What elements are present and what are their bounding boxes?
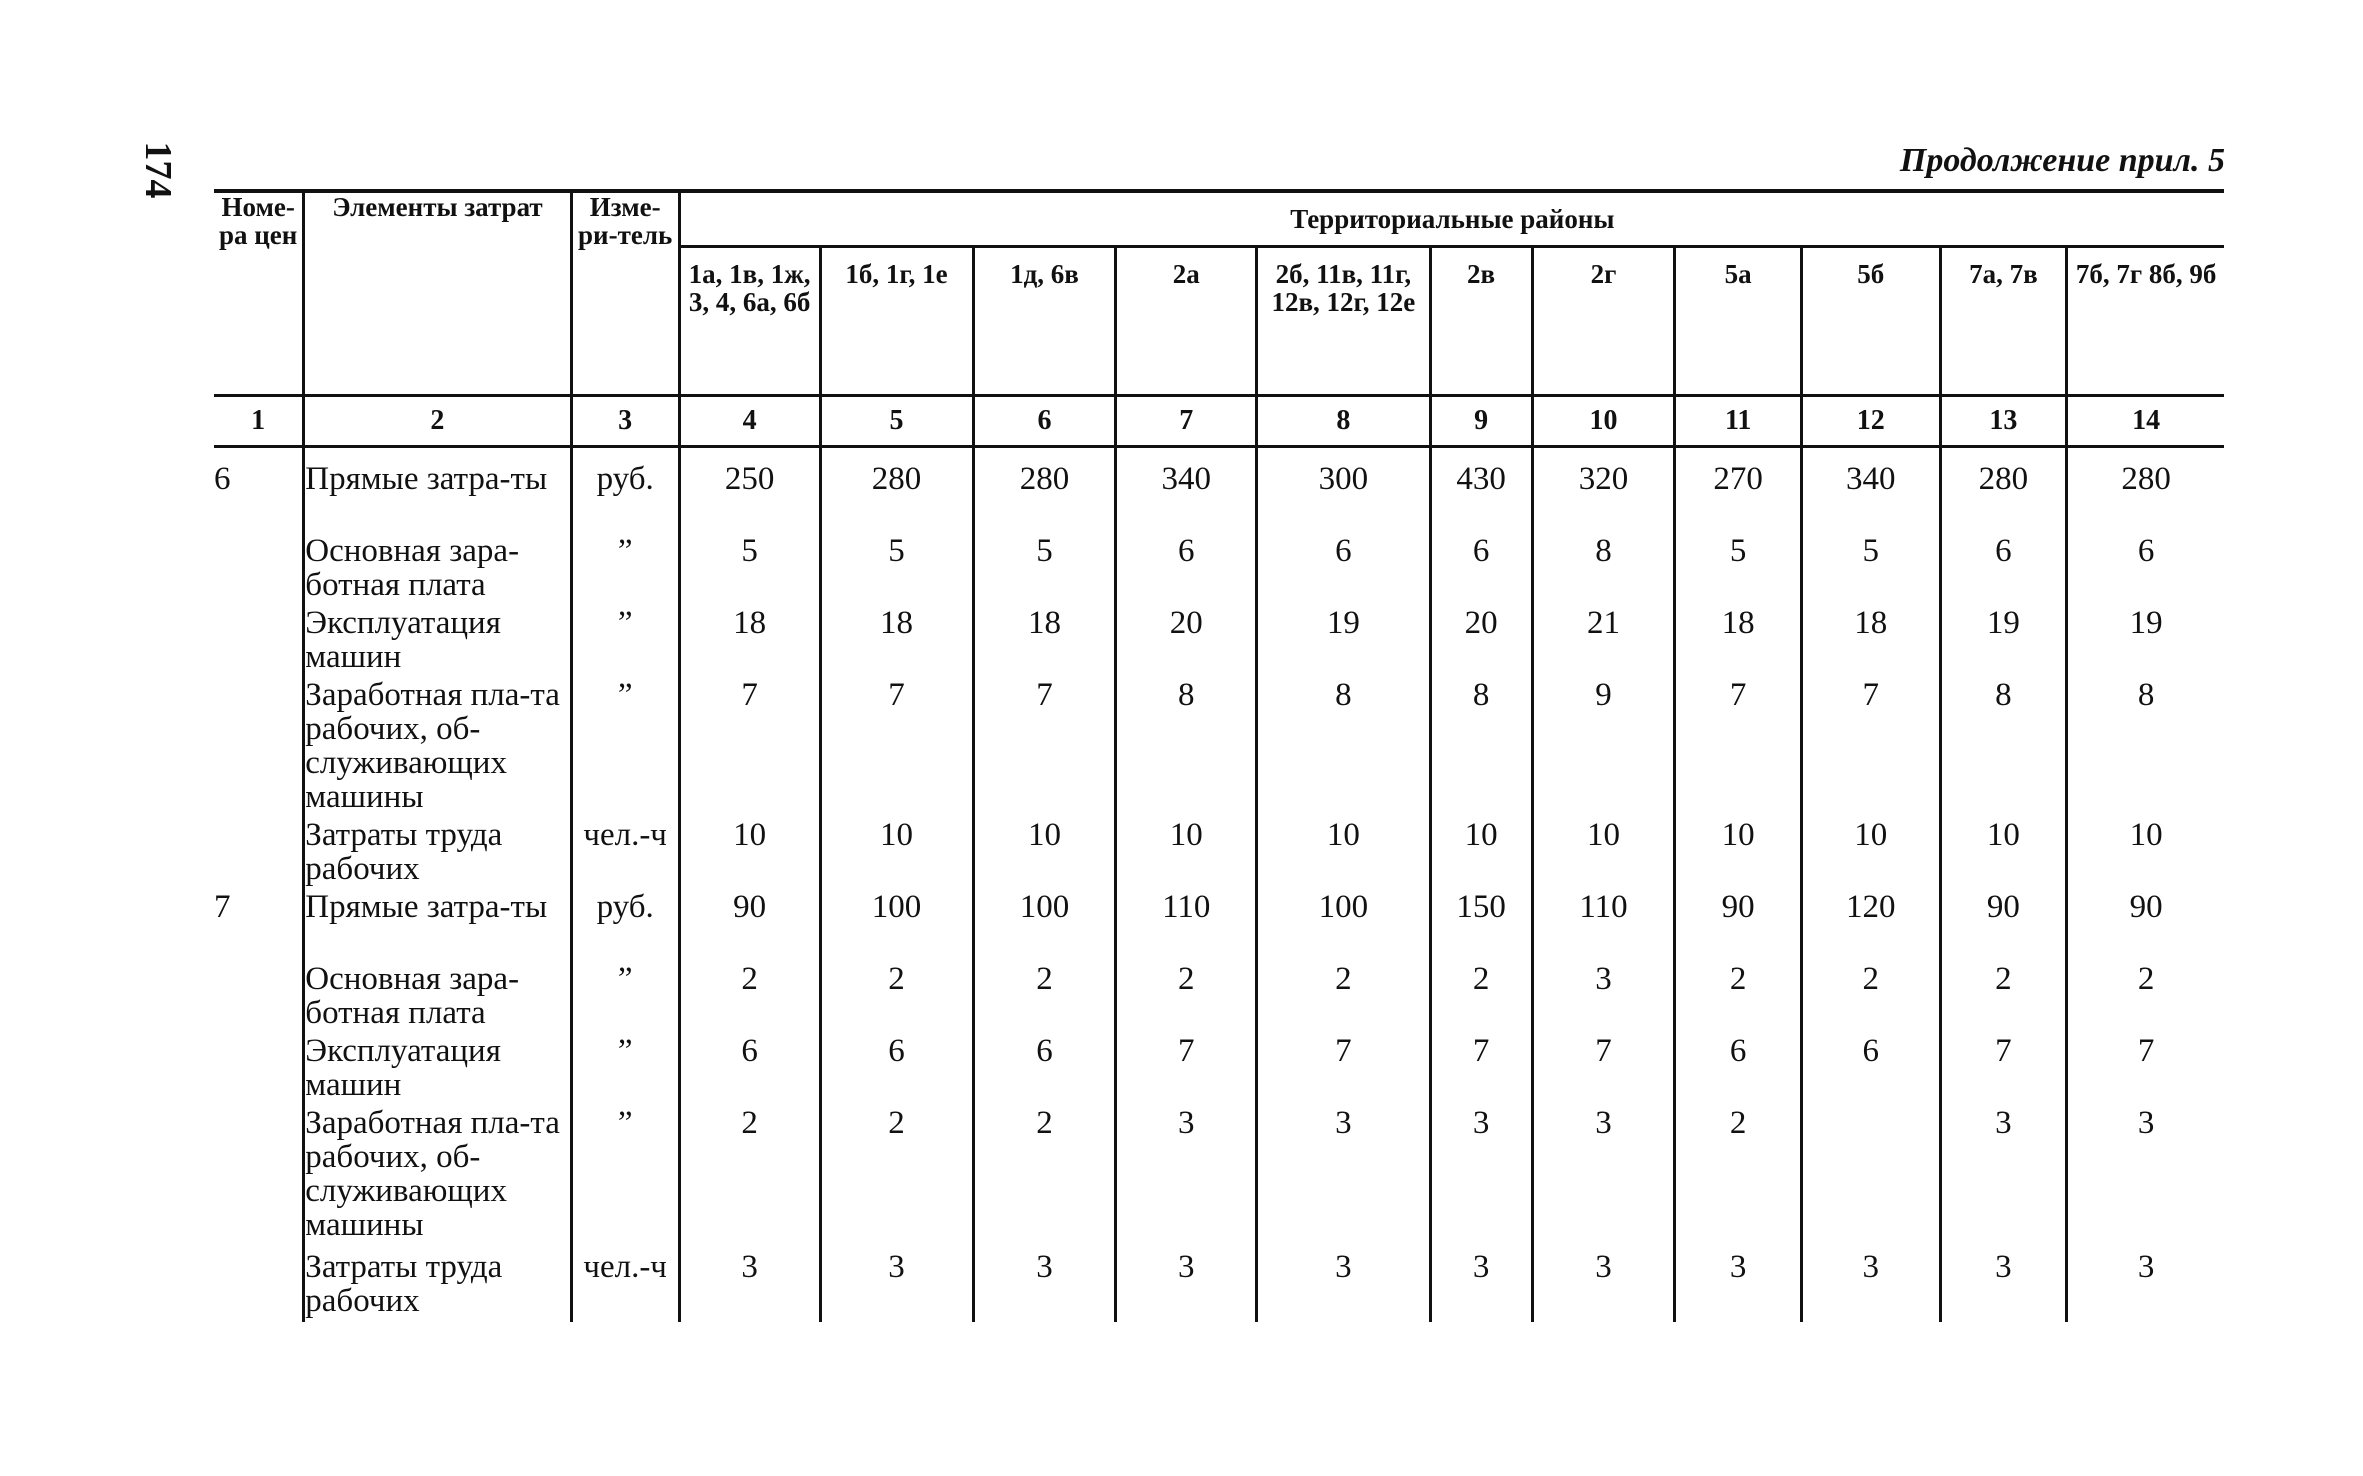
table-row [214, 534, 2224, 606]
region-value: 280 [973, 447, 1116, 535]
column-number: 9 [1430, 396, 1532, 447]
region-value: 320 [1532, 447, 1675, 535]
region-header: 2б, 11в, 11г, 12в, 12г, 12е [1257, 247, 1430, 396]
region-value: 10 [820, 818, 973, 890]
region-value: 120 [1801, 890, 1940, 962]
region-value: 280 [1940, 447, 2067, 535]
region-value: 7 [679, 678, 820, 818]
region-value: 2 [1116, 962, 1257, 1034]
region-value: 90 [1675, 890, 1802, 962]
price-number: 7 [214, 889, 231, 925]
region-value: 2 [2067, 962, 2224, 1034]
region-value: 250 [679, 447, 820, 535]
column-number: 6 [973, 396, 1116, 447]
region-value: 8 [1430, 678, 1532, 818]
region-value: 10 [679, 818, 820, 890]
table-row [214, 1250, 2224, 1322]
region-value: 8 [1940, 678, 2067, 818]
region-value: 340 [1116, 447, 1257, 535]
region-value: 19 [1940, 606, 2067, 678]
region-value: 7 [2067, 1034, 2224, 1106]
cost-table [214, 189, 2224, 1322]
region-value: 3 [1940, 1250, 2067, 1322]
col-header-elements: Элементы затрат [304, 191, 571, 396]
region-value: 7 [1675, 678, 1802, 818]
region-value: 6 [1430, 534, 1532, 606]
region-value: 2 [679, 1106, 820, 1250]
region-value: 3 [2067, 1106, 2224, 1250]
region-value: 100 [973, 890, 1116, 962]
price-number: 6 [214, 461, 231, 497]
unit: ” [571, 962, 679, 1034]
region-value: 5 [679, 534, 820, 606]
region-value: 20 [1430, 606, 1532, 678]
region-value: 280 [2067, 447, 2224, 535]
region-value: 2 [1940, 962, 2067, 1034]
region-value: 8 [1532, 534, 1675, 606]
region-header: 7б, 7г 8б, 9б [2067, 247, 2224, 396]
region-value: 90 [2067, 890, 2224, 962]
region-header: 1б, 1г, 1е [820, 247, 973, 396]
table-row [214, 1106, 2224, 1250]
table-row [214, 818, 2224, 890]
unit: чел.-ч [571, 1250, 679, 1322]
col-header-unit: Изме-ри-тель [571, 191, 679, 396]
region-value: 21 [1532, 606, 1675, 678]
region-value: 300 [1257, 447, 1430, 535]
column-number: 11 [1675, 396, 1802, 447]
column-number: 7 [1116, 396, 1257, 447]
unit: ” [571, 606, 679, 678]
column-number: 14 [2067, 396, 2224, 447]
region-value: 2 [973, 1106, 1116, 1250]
region-value: 18 [820, 606, 973, 678]
region-header: 2в [1430, 247, 1532, 396]
region-header: 1а, 1в, 1ж, 3, 4, 6а, 6б [679, 247, 820, 396]
region-header: 2г [1532, 247, 1675, 396]
region-value: 2 [973, 962, 1116, 1034]
region-value: 10 [1116, 818, 1257, 890]
region-value: 2 [1430, 962, 1532, 1034]
unit: руб. [571, 890, 679, 962]
region-value: 6 [1801, 1034, 1940, 1106]
region-value: 3 [1430, 1250, 1532, 1322]
region-value: 18 [679, 606, 820, 678]
region-value: 20 [1116, 606, 1257, 678]
region-value: 5 [973, 534, 1116, 606]
col-header-regions-group: Территориальные районы [679, 191, 2224, 247]
continuation-title: Продолжение прил. 5 [1899, 142, 2225, 179]
region-value: 2 [1801, 962, 1940, 1034]
region-value: 10 [1430, 818, 1532, 890]
region-value: 8 [1116, 678, 1257, 818]
table-row [214, 962, 2224, 1034]
column-number: 8 [1257, 396, 1430, 447]
column-number: 5 [820, 396, 973, 447]
price-number [214, 678, 304, 818]
price-number [214, 1106, 304, 1250]
cost-element: Прямые затра-ты [304, 447, 571, 535]
region-value: 3 [1532, 962, 1675, 1034]
region-header: 1д, 6в [973, 247, 1116, 396]
region-value: 7 [973, 678, 1116, 818]
region-value: 2 [1257, 962, 1430, 1034]
region-value: 10 [1257, 818, 1430, 890]
region-value: 2 [820, 962, 973, 1034]
price-number [214, 1250, 304, 1322]
region-value: 6 [973, 1034, 1116, 1106]
region-value: 2 [1675, 1106, 1802, 1250]
region-value: 270 [1675, 447, 1802, 535]
region-value: 3 [1116, 1250, 1257, 1322]
region-value: 3 [973, 1250, 1116, 1322]
cost-element: Затраты труда рабочих [304, 1250, 571, 1322]
region-value: 7 [1257, 1034, 1430, 1106]
region-value: 3 [1257, 1250, 1430, 1322]
region-value: 7 [1532, 1034, 1675, 1106]
column-number: 13 [1940, 396, 2067, 447]
region-value: 3 [1116, 1106, 1257, 1250]
cost-element: Заработная пла-та рабочих, об-служивающих машины [304, 678, 571, 818]
cost-element: Эксплуатация машин [304, 1034, 571, 1106]
price-number [214, 818, 304, 890]
region-value: 90 [1940, 890, 2067, 962]
region-value: 19 [2067, 606, 2224, 678]
region-header: 7а, 7в [1940, 247, 2067, 396]
region-value: 7 [1116, 1034, 1257, 1106]
region-value: 110 [1532, 890, 1675, 962]
column-number: 3 [571, 396, 679, 447]
region-value: 110 [1116, 890, 1257, 962]
region-value: 10 [973, 818, 1116, 890]
region-value: 6 [1116, 534, 1257, 606]
cost-element: Основная зара-ботная плата [304, 962, 571, 1034]
price-number [214, 534, 304, 606]
price-number [214, 1034, 304, 1106]
col-header-number: Номе-ра цен [214, 191, 304, 396]
region-value: 10 [2067, 818, 2224, 890]
region-value: 7 [1940, 1034, 2067, 1106]
region-value: 3 [820, 1250, 973, 1322]
unit: ” [571, 1034, 679, 1106]
region-value: 7 [1430, 1034, 1532, 1106]
region-value: 10 [1801, 818, 1940, 890]
column-number: 12 [1801, 396, 1940, 447]
column-number: 4 [679, 396, 820, 447]
table-row [214, 678, 2224, 818]
unit: ” [571, 678, 679, 818]
table-row [214, 606, 2224, 678]
price-number [214, 962, 304, 1034]
region-value: 9 [1532, 678, 1675, 818]
region-value: 8 [2067, 678, 2224, 818]
region-value: 10 [1940, 818, 2067, 890]
cost-element: Эксплуатация машин [304, 606, 571, 678]
region-value: 430 [1430, 447, 1532, 535]
region-value [1801, 1106, 1940, 1250]
region-value: 18 [1801, 606, 1940, 678]
region-value: 8 [1257, 678, 1430, 818]
region-value: 100 [820, 890, 973, 962]
region-value: 5 [1675, 534, 1802, 606]
column-number: 2 [304, 396, 571, 447]
region-value: 3 [1430, 1106, 1532, 1250]
table-row [214, 890, 2224, 962]
price-number [214, 606, 304, 678]
table-row [214, 447, 2224, 535]
page-number: 174 [137, 141, 179, 199]
region-value: 3 [1532, 1250, 1675, 1322]
region-value: 3 [2067, 1250, 2224, 1322]
cost-element: Прямые затра-ты [304, 890, 571, 962]
region-value: 6 [1257, 534, 1430, 606]
cost-element: Затраты труда рабочих [304, 818, 571, 890]
cost-element: Заработная пла-та рабочих, об-служивающих машины [304, 1106, 571, 1250]
region-value: 3 [1532, 1106, 1675, 1250]
region-value: 3 [1801, 1250, 1940, 1322]
table-row [214, 1034, 2224, 1106]
region-value: 2 [679, 962, 820, 1034]
column-number: 10 [1532, 396, 1675, 447]
region-value: 7 [1801, 678, 1940, 818]
region-value: 2 [820, 1106, 973, 1250]
region-header: 2а [1116, 247, 1257, 396]
region-value: 3 [1940, 1106, 2067, 1250]
region-value: 6 [820, 1034, 973, 1106]
region-value: 150 [1430, 890, 1532, 962]
region-value: 3 [1257, 1106, 1430, 1250]
region-header: 5а [1675, 247, 1802, 396]
region-value: 2 [1675, 962, 1802, 1034]
column-number: 1 [214, 396, 304, 447]
region-value: 19 [1257, 606, 1430, 678]
region-value: 3 [679, 1250, 820, 1322]
region-value: 6 [1940, 534, 2067, 606]
region-value: 6 [679, 1034, 820, 1106]
region-value: 340 [1801, 447, 1940, 535]
region-header: 5б [1801, 247, 1940, 396]
unit: руб. [571, 447, 679, 535]
unit: чел.-ч [571, 818, 679, 890]
region-value: 5 [820, 534, 973, 606]
region-value: 5 [1801, 534, 1940, 606]
unit: ” [571, 534, 679, 606]
region-value: 18 [973, 606, 1116, 678]
region-value: 7 [820, 678, 973, 818]
region-value: 10 [1675, 818, 1802, 890]
region-value: 3 [1675, 1250, 1802, 1322]
region-value: 6 [1675, 1034, 1802, 1106]
unit: ” [571, 1106, 679, 1250]
region-value: 280 [820, 447, 973, 535]
region-value: 10 [1532, 818, 1675, 890]
region-value: 18 [1675, 606, 1802, 678]
region-value: 100 [1257, 890, 1430, 962]
region-value: 6 [2067, 534, 2224, 606]
cost-element: Основная зара-ботная плата [304, 534, 571, 606]
region-value: 90 [679, 890, 820, 962]
